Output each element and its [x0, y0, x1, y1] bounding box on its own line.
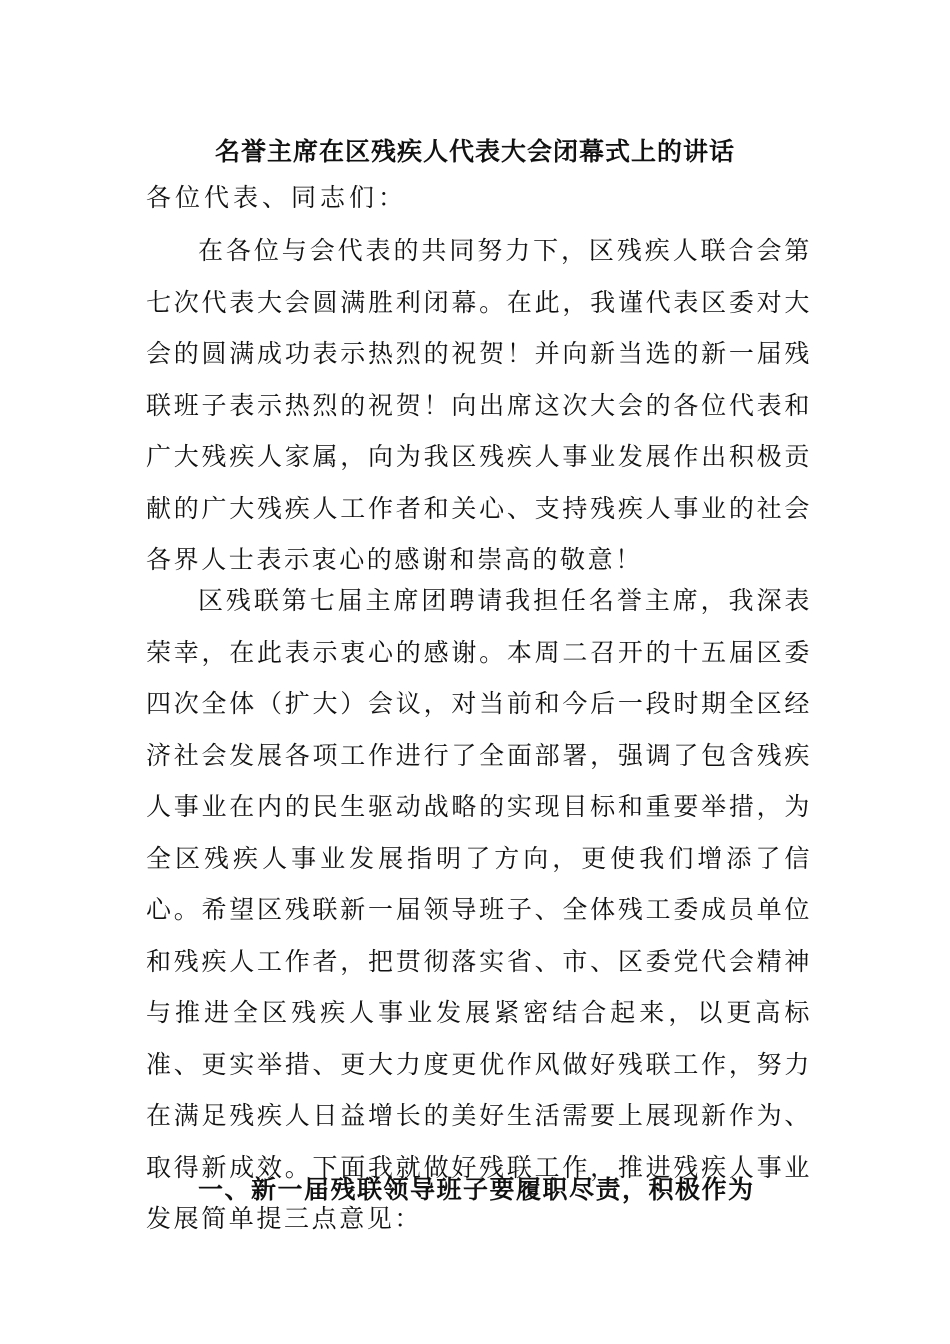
- document-title: 名誉主席在区残疾人代表大会闭幕式上的讲话: [214, 137, 735, 166]
- section-heading-1: 一、新一届残联领导班子要履职尽责，积极作为: [198, 1175, 755, 1204]
- paragraph-1: 在各位与会代表的共同努力下，区残疾人联合会第七次代表大会圆满胜利闭幕。在此，我谨代表区委对大会的圆满成功表示热烈的祝贺！并向新当选的新一届残联班子表示热烈的祝贺！向出席这次大会的各位代表和广大残疾人家属，向为我区残疾人事业发展作出积极贡献的广大残疾人工作者和关心、支持残疾人事业的社会各界人士表示衷心的感谢和崇高的敬意！: [146, 236, 812, 574]
- paragraph-2: 区残联第七届主席团聘请我担任名誉主席，我深表荣幸，在此表示衷心的感谢。本周二召开的十五届区委四次全体（扩大）会议，对当前和今后一段时期全区经济社会发展各项工作进行了全面部署，强调了包含残疾人事业在内的民生驱动战略的实现目标和重要举措，为全区残疾人事业发展指明了方向，更使我们增添了信心。希望区残联新一届领导班子、全体残工委成员单位和残疾人工作者，把贯彻落实省、市、区委党代会精神与推进全区残疾人事业发展紧密结合起来，以更高标准、更实举措、更大力度更优作风做好残联工作，努力在满足残疾人日益增长的美好生活需要上展现新作为、取得新成效。下面我就做好残联工作，推进残疾人事业发展简单提三点意见：: [146, 586, 812, 1233]
- salutation: 各位代表、同志们：: [146, 183, 408, 212]
